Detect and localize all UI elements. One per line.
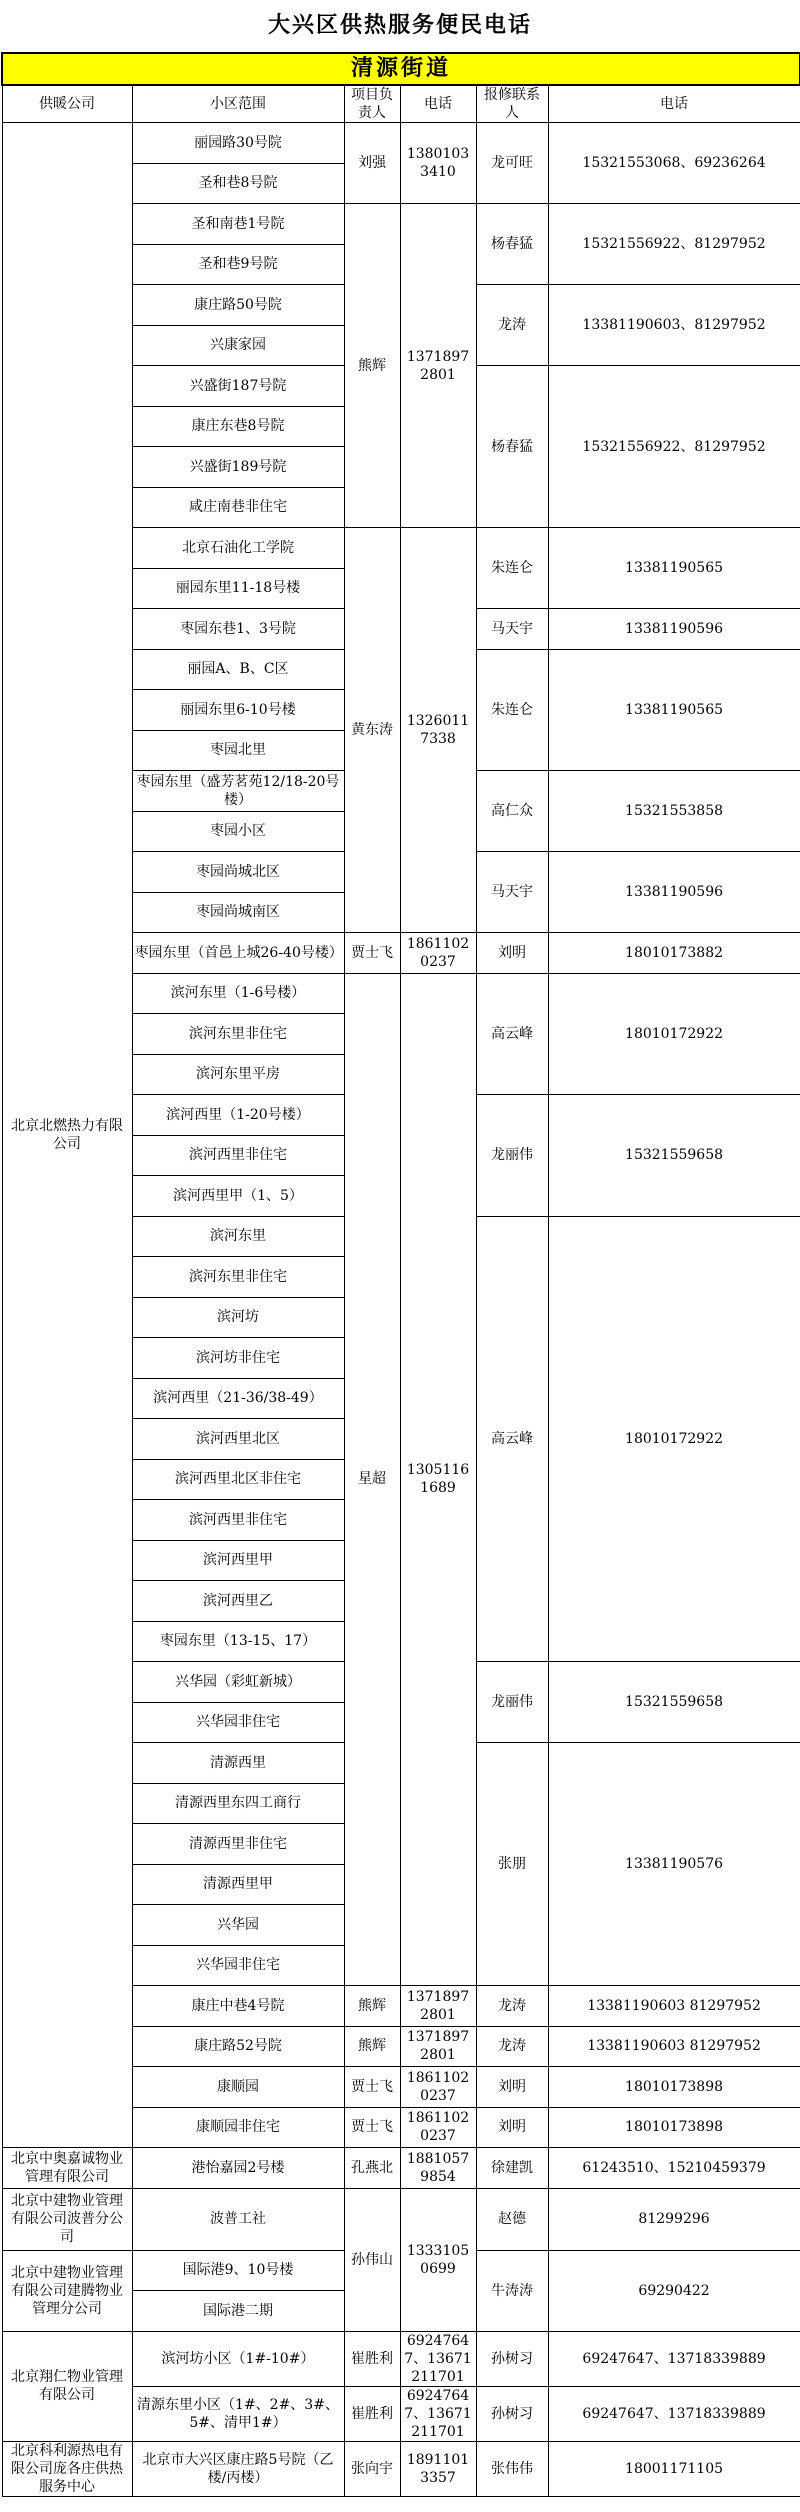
contact-phone-cell: 69290422 — [548, 2250, 800, 2331]
community-cell: 滨河西里非住宅 — [132, 1500, 344, 1541]
community-cell: 枣园北里 — [132, 730, 344, 771]
community-cell: 滨河西里（1-20号楼） — [132, 1095, 344, 1136]
manager-cell: 孙伟山 — [344, 2188, 400, 2331]
community-cell: 兴康家园 — [132, 325, 344, 366]
community-cell: 丽园东里6-10号楼 — [132, 690, 344, 731]
manager-cell: 星超 — [344, 973, 400, 1986]
manager-phone-cell: 13331050699 — [400, 2188, 476, 2331]
community-cell: 清源西里 — [132, 1743, 344, 1784]
manager-cell: 崔胜利 — [344, 2331, 400, 2386]
header-manager-phone: 电话 — [400, 85, 476, 123]
contact-cell: 刘明 — [476, 933, 548, 974]
company-cell: 北京翔仁物业管理有限公司 — [2, 2331, 132, 2441]
community-cell: 兴盛街189号院 — [132, 447, 344, 488]
community-cell: 兴华园（彩虹新城） — [132, 1662, 344, 1703]
community-cell: 枣园尚城南区 — [132, 892, 344, 933]
contact-phone-cell: 13381190603、81297952 — [548, 285, 800, 366]
contact-cell: 刘明 — [476, 2107, 548, 2148]
contact-cell: 牛涛涛 — [476, 2250, 548, 2331]
company-cell: 北京中建物业管理有限公司建腾物业管理分公司 — [2, 2250, 132, 2331]
community-cell: 滨河坊小区（1#-10#） — [132, 2331, 344, 2386]
community-cell: 枣园小区 — [132, 811, 344, 852]
manager-phone-cell: 18611020237 — [400, 2107, 476, 2148]
header-manager: 项目负责人 — [344, 85, 400, 123]
community-cell: 北京市大兴区康庄路5号院（乙楼/丙楼） — [132, 2441, 344, 2496]
community-cell: 滨河东里平房 — [132, 1054, 344, 1095]
contact-cell: 刘明 — [476, 2067, 548, 2108]
community-cell: 兴华园非住宅 — [132, 1702, 344, 1743]
manager-cell: 熊辉 — [344, 2026, 400, 2067]
contact-phone-cell: 15321553068、69236264 — [548, 123, 800, 204]
contact-cell: 龙丽伟 — [476, 1095, 548, 1217]
contact-cell: 杨春猛 — [476, 366, 548, 528]
community-cell: 清源西里非住宅 — [132, 1824, 344, 1865]
community-cell: 圣和南巷1号院 — [132, 204, 344, 245]
contact-cell: 龙涛 — [476, 1986, 548, 2027]
contact-phone-cell: 13381190603 81297952 — [548, 1986, 800, 2027]
contact-phone-cell: 18010173898 — [548, 2067, 800, 2108]
contact-phone-cell: 15321553858 — [548, 771, 800, 852]
community-cell: 圣和巷9号院 — [132, 244, 344, 285]
manager-cell: 熊辉 — [344, 1986, 400, 2027]
manager-phone-cell: 69247647、13671211701 — [400, 2386, 476, 2441]
community-cell: 滨河西里非住宅 — [132, 1135, 344, 1176]
contact-phone-cell: 13381190565 — [548, 528, 800, 609]
community-cell: 圣和巷8号院 — [132, 163, 344, 204]
company-cell: 北京中建物业管理有限公司波普分公司 — [2, 2188, 132, 2250]
contact-phone-cell: 15321559658 — [548, 1662, 800, 1743]
community-cell: 北京石油化工学院 — [132, 528, 344, 569]
contact-phone-cell: 18010173898 — [548, 2107, 800, 2148]
contact-phone-cell: 18010172922 — [548, 973, 800, 1095]
community-cell: 丽园东里11-18号楼 — [132, 568, 344, 609]
contact-table — [1, 52, 800, 2497]
header-community: 小区范围 — [132, 85, 344, 123]
contact-phone-cell: 81299296 — [548, 2188, 800, 2250]
community-cell: 咸庄南巷非住宅 — [132, 487, 344, 528]
community-cell: 清源东里小区（1#、2#、3#、5#、清甲1#） — [132, 2386, 344, 2441]
community-cell: 清源西里甲 — [132, 1864, 344, 1905]
contact-phone-cell: 13381190603 81297952 — [548, 2026, 800, 2067]
contact-phone-cell: 15321559658 — [548, 1095, 800, 1217]
community-cell: 枣园东里（首邑上城26-40号楼） — [132, 933, 344, 974]
community-cell: 枣园东里（盛芳茗苑12/18-20号楼） — [132, 771, 344, 812]
manager-cell: 黄东涛 — [344, 528, 400, 933]
manager-phone-cell: 13051161689 — [400, 973, 476, 1986]
contact-cell: 龙可旺 — [476, 123, 548, 204]
community-cell: 康顺园非住宅 — [132, 2107, 344, 2148]
contact-phone-cell: 18010173882 — [548, 933, 800, 974]
community-cell: 枣园东巷1、3号院 — [132, 609, 344, 650]
community-cell: 枣园东里（13-15、17） — [132, 1621, 344, 1662]
community-cell: 丽园A、B、C区 — [132, 649, 344, 690]
community-cell: 滨河东里非住宅 — [132, 1257, 344, 1298]
manager-phone-cell: 69247647、13671211701 — [400, 2331, 476, 2386]
contact-cell: 杨春猛 — [476, 204, 548, 285]
community-cell: 国际港二期 — [132, 2291, 344, 2332]
contact-cell: 赵德 — [476, 2188, 548, 2250]
community-cell: 兴盛街187号院 — [132, 366, 344, 407]
contact-cell: 朱连仑 — [476, 649, 548, 771]
page-title: 大兴区供热服务便民电话 — [267, 13, 532, 38]
company-cell: 北京中奥嘉诚物业管理有限公司 — [2, 2148, 132, 2189]
community-cell: 港怡嘉园2号楼 — [132, 2148, 344, 2189]
community-cell: 康庄路50号院 — [132, 285, 344, 326]
manager-phone-cell: 18810579854 — [400, 2148, 476, 2189]
header-repair-contact: 报修联系人 — [476, 85, 548, 123]
contact-phone-cell: 69247647、13718339889 — [548, 2331, 800, 2386]
community-cell: 康庄中巷4号院 — [132, 1986, 344, 2027]
contact-cell: 龙丽伟 — [476, 1662, 548, 1743]
contact-phone-cell: 61243510、15210459379 — [548, 2148, 800, 2189]
contact-cell: 马天宇 — [476, 609, 548, 650]
community-cell: 康顺园 — [132, 2067, 344, 2108]
community-cell: 兴华园非住宅 — [132, 1945, 344, 1986]
contact-cell: 高云峰 — [476, 973, 548, 1095]
contact-cell: 张伟伟 — [476, 2441, 548, 2496]
header-company: 供暖公司 — [2, 85, 132, 123]
manager-cell: 熊辉 — [344, 204, 400, 528]
community-cell: 滨河西里甲 — [132, 1540, 344, 1581]
community-cell: 滨河西里（21-36/38-49） — [132, 1378, 344, 1419]
street-banner: 清源街道 — [2, 53, 800, 85]
community-cell: 枣园尚城北区 — [132, 852, 344, 893]
company-cell: 北京北燃热力有限公司 — [2, 123, 132, 2148]
contact-phone-cell: 18010172922 — [548, 1216, 800, 1662]
community-cell: 滨河坊非住宅 — [132, 1338, 344, 1379]
community-cell: 丽园路30号院 — [132, 123, 344, 164]
community-cell: 滨河东里非住宅 — [132, 1014, 344, 1055]
community-cell: 国际港9、10号楼 — [132, 2250, 344, 2291]
manager-phone-cell: 13801033410 — [400, 123, 476, 204]
contact-phone-cell: 13381190596 — [548, 609, 800, 650]
community-cell: 滨河东里（1-6号楼） — [132, 973, 344, 1014]
contact-cell: 张朋 — [476, 1743, 548, 1986]
community-cell: 康庄东巷8号院 — [132, 406, 344, 447]
manager-phone-cell: 18611020237 — [400, 933, 476, 974]
contact-cell: 徐建凯 — [476, 2148, 548, 2189]
manager-cell: 孔燕北 — [344, 2148, 400, 2189]
contact-phone-cell: 18001171105 — [548, 2441, 800, 2496]
community-cell: 滨河西里北区非住宅 — [132, 1459, 344, 1500]
manager-phone-cell: 18611020237 — [400, 2067, 476, 2108]
community-cell: 滨河西里乙 — [132, 1581, 344, 1622]
contact-cell: 龙涛 — [476, 2026, 548, 2067]
contact-cell: 马天宇 — [476, 852, 548, 933]
contact-cell: 孙树习 — [476, 2331, 548, 2386]
community-cell: 兴华园 — [132, 1905, 344, 1946]
community-cell: 滨河东里 — [132, 1216, 344, 1257]
manager-cell: 贾士飞 — [344, 2107, 400, 2148]
contact-phone-cell: 15321556922、81297952 — [548, 204, 800, 285]
contact-phone-cell: 15321556922、81297952 — [548, 366, 800, 528]
manager-cell: 刘强 — [344, 123, 400, 204]
community-cell: 滨河西里甲（1、5） — [132, 1176, 344, 1217]
header-repair-phone: 电话 — [548, 85, 800, 123]
manager-cell: 张向宇 — [344, 2441, 400, 2496]
manager-cell: 贾士飞 — [344, 933, 400, 974]
company-cell: 北京科利源热电有限公司庞各庄供热服务中心 — [2, 2441, 132, 2496]
community-cell: 清源西里东四工商行 — [132, 1783, 344, 1824]
community-cell: 康庄路52号院 — [132, 2026, 344, 2067]
manager-cell: 贾士飞 — [344, 2067, 400, 2108]
manager-phone-cell: 13260117338 — [400, 528, 476, 933]
manager-phone-cell: 13718972801 — [400, 204, 476, 528]
contact-phone-cell: 13381190596 — [548, 852, 800, 933]
manager-cell: 崔胜利 — [344, 2386, 400, 2441]
contact-cell: 孙树习 — [476, 2386, 548, 2441]
contact-cell: 高仁众 — [476, 771, 548, 852]
community-cell: 滨河西里北区 — [132, 1419, 344, 1460]
contact-cell: 高云峰 — [476, 1216, 548, 1662]
community-cell: 滨河坊 — [132, 1297, 344, 1338]
manager-phone-cell: 18911013357 — [400, 2441, 476, 2496]
manager-phone-cell: 13718972801 — [400, 2026, 476, 2067]
contact-cell: 龙涛 — [476, 285, 548, 366]
contact-cell: 朱连仑 — [476, 528, 548, 609]
community-cell: 波普工社 — [132, 2188, 344, 2250]
contact-phone-cell: 13381190565 — [548, 649, 800, 771]
contact-phone-cell: 13381190576 — [548, 1743, 800, 1986]
manager-phone-cell: 13718972801 — [400, 1986, 476, 2027]
contact-phone-cell: 69247647、13718339889 — [548, 2386, 800, 2441]
